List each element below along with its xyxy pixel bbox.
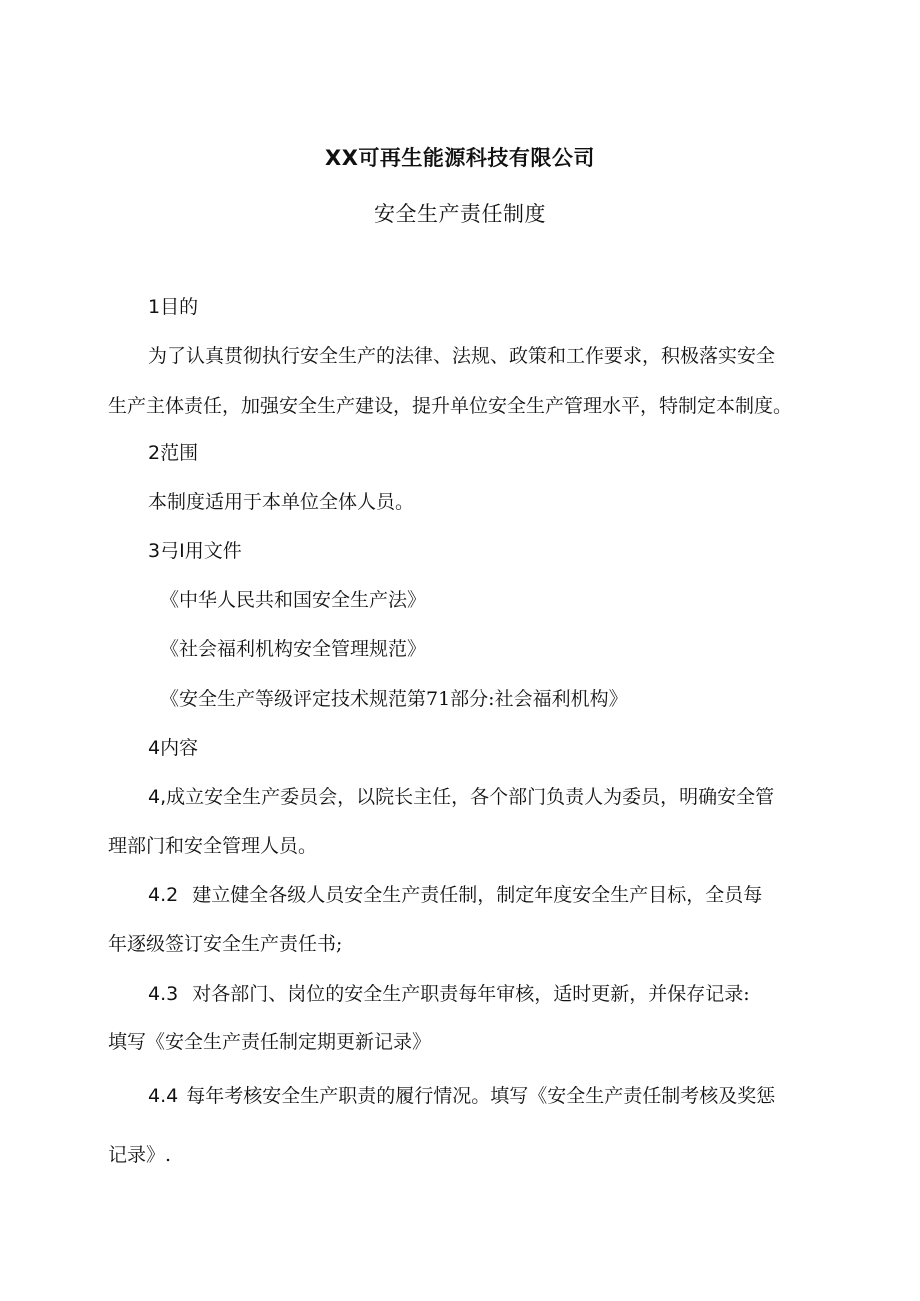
document-title: 安全生产责任制度 bbox=[374, 202, 546, 226]
content-item-3-line-1 bbox=[148, 981, 750, 1007]
section-heading-content: 4内容 bbox=[148, 737, 199, 759]
item-text: 每年考核安全生产职责的履行情况。填写《安全生产责任制考核及奖惩 bbox=[186, 1085, 776, 1107]
item-text: 成立安全生产委员会，以院长主任，各个部门负责人为委员，明确安全管 bbox=[166, 786, 775, 808]
section-heading-references: 3弓I用文件 bbox=[148, 540, 242, 562]
reference-item: 《中华人民共和国安全生产法》 bbox=[160, 589, 427, 611]
scope-text: 本制度适用于本单位全体人员。 bbox=[148, 491, 415, 513]
reference-item: 《社会福利机构安全管理规范》 bbox=[160, 638, 427, 660]
item-text: 建立健全各级人员安全生产责任制，制定年度安全生产目标，全员每 bbox=[192, 884, 763, 906]
purpose-text-line-1: 为了认真贯彻执行安全生产的法律、法规、政策和工作要求，积极落实安全 bbox=[148, 345, 776, 367]
section-heading-scope: 2范围 bbox=[148, 442, 199, 464]
section-heading-purpose: 1目的 bbox=[148, 296, 199, 318]
company-name: XX可再生能源科技有限公司 bbox=[325, 146, 595, 170]
item-number: 4.3 bbox=[148, 983, 179, 1005]
purpose-text-line-2: 生产主体责任，加强安全生产建设，提升单位安全生产管理水平，特制定本制度。 bbox=[108, 395, 793, 417]
content-item-4-line-1 bbox=[148, 1083, 775, 1109]
content-item-2-line-1 bbox=[148, 882, 762, 908]
item-number: 4.2 bbox=[148, 884, 179, 906]
content-item-1-line-2: 理部门和安全管理人员。 bbox=[108, 835, 318, 857]
reference-item: 《安全生产等级评定技术规范第71部分:社会福利机构》 bbox=[160, 688, 628, 710]
content-item-4-line-2: 记录》. bbox=[108, 1144, 172, 1166]
item-text: 对各部门、岗位的安全生产职责每年审核，适时更新，并保存记录: bbox=[192, 983, 750, 1005]
content-item-1-line-1 bbox=[148, 784, 774, 810]
item-number: 4, bbox=[148, 786, 167, 808]
content-item-2-line-2: 年逐级签订安全生产责任书; bbox=[108, 933, 343, 955]
content-item-3-line-2: 填写《安全生产责任制定期更新记录》 bbox=[108, 1031, 432, 1053]
item-number: 4.4 bbox=[148, 1085, 179, 1107]
